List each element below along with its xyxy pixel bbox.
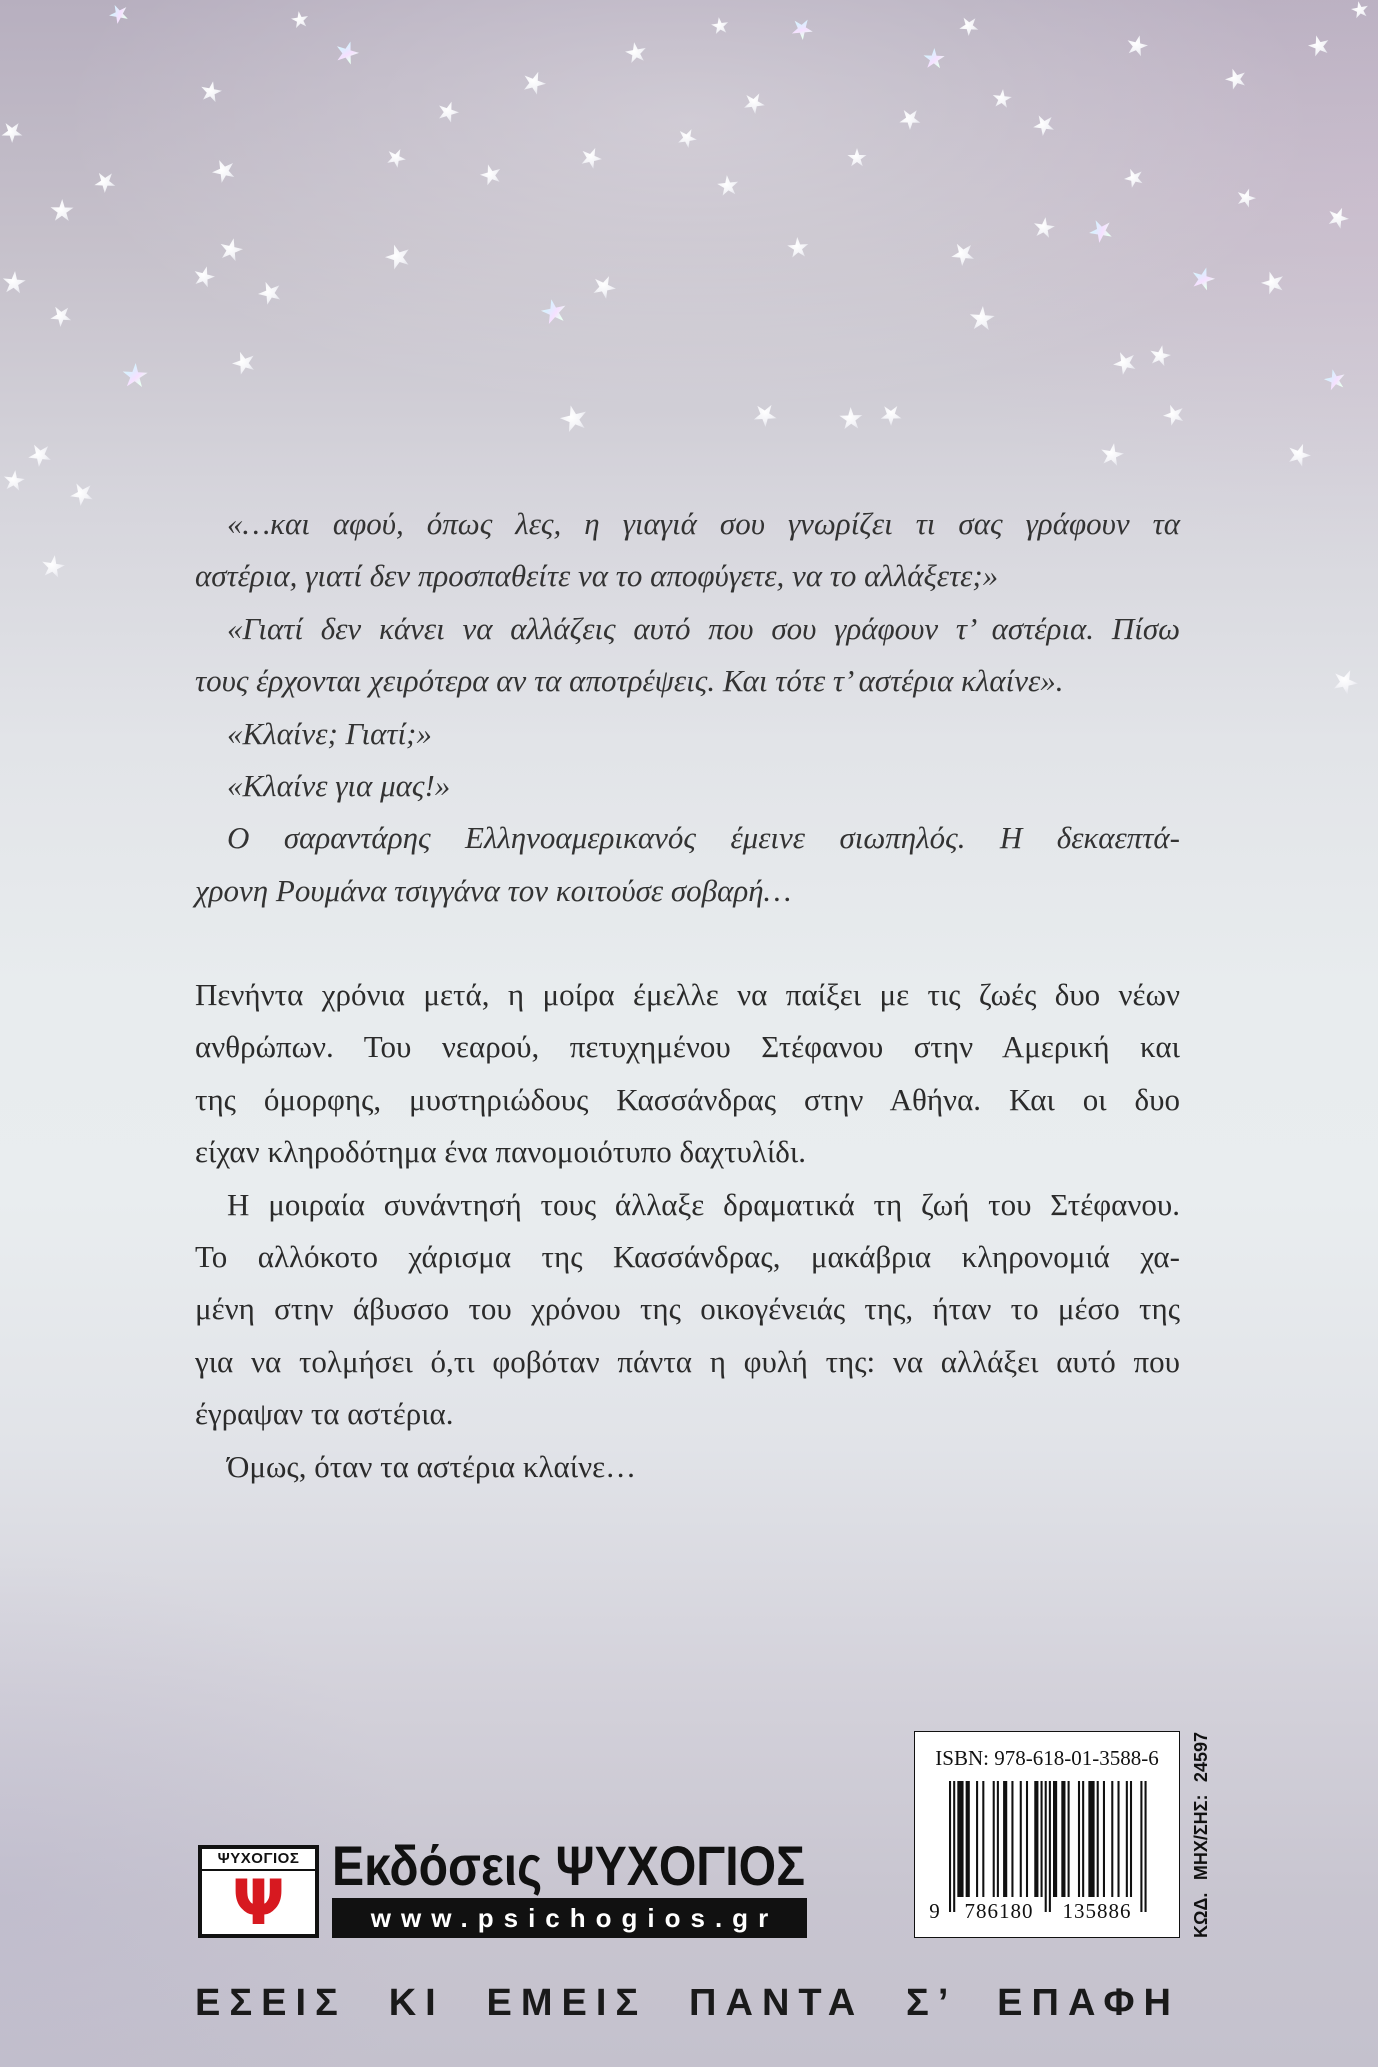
- star-icon: [208, 155, 240, 187]
- barcode-digit-first: 9: [929, 1899, 941, 1923]
- blurb-line: Πενήντα χρόνια μετά, η μοίρα έμελλε να παίξει με τις ζωές δυο νέων: [195, 977, 1180, 1012]
- star-icon: [198, 79, 224, 105]
- star-icon: [923, 48, 946, 71]
- star-icon: [191, 264, 218, 291]
- barcode-bar: [1097, 1781, 1099, 1897]
- barcode-guard-bar: [953, 1781, 955, 1912]
- product-code: ΚΩΔ. ΜΗΧ/ΣΗΣ: 24597: [1191, 1732, 1211, 1938]
- excerpt-line: «…και αφού, όπως λες, η γιαγιά σου γνωρίζει τι σας γράφουν τα: [227, 506, 1180, 541]
- barcode-guard-bar: [1045, 1781, 1047, 1912]
- star-icon: [1349, 0, 1370, 21]
- blurb-line: είχαν κληροδότημα ένα πανομοιότυπο δαχτυλίδι.: [195, 1134, 806, 1170]
- star-icon: [290, 10, 311, 31]
- star-icon: [1233, 185, 1258, 210]
- publisher-slogan: ΕΣΕΙΣ ΚΙ ΕΜΕΙΣ ΠΑΝΤΑ Σ’ ΕΠΑΦΗ: [195, 1982, 1180, 2024]
- barcode-bar: [1034, 1781, 1038, 1897]
- star-icon: [39, 553, 66, 580]
- barcode-guard-bar: [1145, 1781, 1147, 1912]
- star-icon: [847, 148, 867, 168]
- barcode-guard-bar: [1140, 1781, 1142, 1912]
- star-icon: [1121, 165, 1147, 191]
- logo-label: ΨΥΧΟΓΙΟΣ: [202, 1849, 315, 1871]
- star-icon: [106, 1, 133, 28]
- star-icon: [876, 400, 907, 431]
- star-icon: [1324, 204, 1353, 233]
- star-icon: [1222, 65, 1250, 93]
- logo-symbol: Ψ: [232, 1866, 285, 1938]
- barcode-bar: [1111, 1781, 1113, 1897]
- star-icon: [1160, 401, 1188, 429]
- barcode-bar: [1020, 1781, 1022, 1897]
- blurb-line: Το αλλόκοτο χάρισμα της Κασσάνδρας, μακάβρια κληρονομιά χα-: [195, 1238, 1180, 1274]
- psi-logo-icon: [198, 1845, 319, 1938]
- blurb-line: ανθρώπων. Του νεαρού, πετυχημένου Στέφανου στην Αμερική και: [195, 1029, 1180, 1065]
- star-icon: [955, 12, 983, 40]
- star-icon: [229, 348, 260, 379]
- barcode-bar: [957, 1781, 963, 1897]
- excerpt-quote: [195, 498, 1180, 917]
- website-bar: [332, 1898, 807, 1938]
- star-icon: [1284, 440, 1315, 471]
- star-icon: [557, 402, 591, 436]
- blurb-line: μένη στην άβυσσο του χρόνου της οικογένειάς της, ήταν το μέσο της: [195, 1291, 1180, 1327]
- star-icon: [716, 174, 740, 198]
- star-icon: [1085, 215, 1117, 247]
- star-icon: [434, 98, 462, 126]
- blurb-line: Η μοιραία συνάντησή τους άλλαξε δραματικά τη ζωή του Στέφανου.: [227, 1186, 1180, 1222]
- star-icon: [1098, 441, 1126, 469]
- star-icon: [739, 88, 769, 118]
- star-icon: [50, 199, 74, 223]
- star-icon: [1029, 110, 1059, 140]
- excerpt-line: αστέρια, γιατί δεν προσπαθείτε να το αποφύγετε, να το αλλάξετε;»: [195, 558, 999, 594]
- barcode-bar: [1130, 1781, 1132, 1897]
- excerpt-line: χρονη Ρουμάνα τσιγγάνα τον κοιτούσε σοβαρή…: [195, 872, 792, 908]
- star-icon: [588, 271, 620, 303]
- star-icon: [518, 67, 549, 98]
- star-icon: [787, 14, 817, 44]
- barcode-bar: [1003, 1781, 1007, 1897]
- excerpt-line: «Κλαίνε; Γιατί;»: [227, 715, 432, 751]
- star-icon: [947, 238, 980, 271]
- barcode-bar: [1103, 1781, 1105, 1897]
- excerpt-line: «Κλαίνε για μας!»: [227, 767, 451, 803]
- star-icon: [1109, 347, 1141, 379]
- barcode-bar: [966, 1781, 970, 1897]
- star-icon: [46, 301, 76, 331]
- star-icon: [2, 469, 27, 494]
- barcode-bar: [1053, 1781, 1057, 1897]
- barcode-digits-left: 786180: [964, 1899, 1034, 1923]
- barcode-bar: [1061, 1781, 1065, 1897]
- star-icon: [0, 117, 27, 148]
- barcode-bar: [1068, 1781, 1070, 1897]
- star-icon: [839, 407, 864, 432]
- star-icon: [1, 270, 27, 296]
- barcode-bar: [1026, 1781, 1028, 1897]
- star-icon: [383, 145, 410, 172]
- star-icon: [477, 161, 504, 188]
- blurb-line: για να τολμήσει ό,τι φοβόταν πάντα η φυλή της: να αλλάξει αυτό που: [195, 1343, 1180, 1379]
- star-icon: [968, 305, 996, 333]
- star-icon: [895, 104, 926, 135]
- star-icon: [1306, 33, 1333, 60]
- barcode-bar: [997, 1781, 999, 1897]
- star-icon: [90, 167, 121, 198]
- book-blurb: [195, 969, 1180, 1493]
- blurb-line: της όμορφης, μυστηριώδους Κασσάνδρας στην Αθήνα. Και οι δυο: [195, 1081, 1180, 1117]
- star-icon: [254, 277, 285, 308]
- excerpt-line: τους έρχονται χειρότερα αν τα αποτρέψεις. Και τότε τ’ αστέρια κλαίνε».: [195, 663, 1064, 699]
- star-icon: [332, 38, 362, 68]
- star-icon: [623, 40, 648, 65]
- star-icon: [674, 125, 701, 152]
- barcode-guard-bar: [1049, 1781, 1051, 1912]
- blurb-line: έγραψαν τα αστέρια.: [195, 1396, 454, 1432]
- star-icon: [1032, 216, 1057, 241]
- barcode-bar: [1088, 1781, 1094, 1897]
- star-icon: [382, 241, 415, 274]
- blurb-line: Όμως, όταν τα αστέρια κλαίνε…: [227, 1448, 637, 1484]
- barcode-bar: [1082, 1781, 1084, 1897]
- star-icon: [121, 362, 148, 389]
- barcode-bar: [976, 1781, 978, 1897]
- barcode-bar: [1078, 1781, 1080, 1897]
- star-icon: [1188, 264, 1218, 294]
- star-icon: [991, 88, 1013, 110]
- excerpt-line: Ο σαραντάρης Ελληνοαμερικανός έμεινε σιωπηλός. Η δεκαεπτά-: [227, 820, 1180, 856]
- star-icon: [710, 16, 730, 36]
- star-icon: [539, 297, 570, 328]
- barcode-bar: [1117, 1781, 1119, 1897]
- barcode-bar: [1126, 1781, 1128, 1897]
- star-icon: [786, 236, 809, 259]
- isbn-label: ISBN: 978-618-01-3588-6: [935, 1746, 1159, 1770]
- website-text: www.psichogios.gr: [370, 1903, 779, 1933]
- star-icon: [217, 236, 246, 265]
- barcode-digits-right: 135886: [1062, 1899, 1132, 1923]
- star-icon: [1328, 665, 1362, 699]
- barcode-bar: [1011, 1781, 1013, 1897]
- star-icon: [1258, 268, 1288, 298]
- barcode-bar: [993, 1781, 995, 1897]
- barcode-bar: [1041, 1781, 1043, 1897]
- star-icon: [66, 478, 98, 510]
- excerpt-line: «Γιατί δεν κάνει να αλλάζεις αυτό που σου γράφουν τ’ αστέρια. Πίσω: [227, 610, 1180, 646]
- star-icon: [748, 398, 781, 431]
- star-icon: [577, 144, 606, 173]
- isbn-barcode-box: [914, 1731, 1180, 1938]
- barcode-guard-bar: [949, 1781, 951, 1912]
- barcode-bar: [982, 1781, 984, 1897]
- star-icon: [1124, 33, 1151, 60]
- star-icon: [1322, 367, 1348, 393]
- star-icon: [1147, 343, 1173, 369]
- star-icon: [24, 439, 57, 472]
- publisher-name: Εκδόσεις ΨΥΧΟΓΙΟΣ: [332, 1834, 805, 1897]
